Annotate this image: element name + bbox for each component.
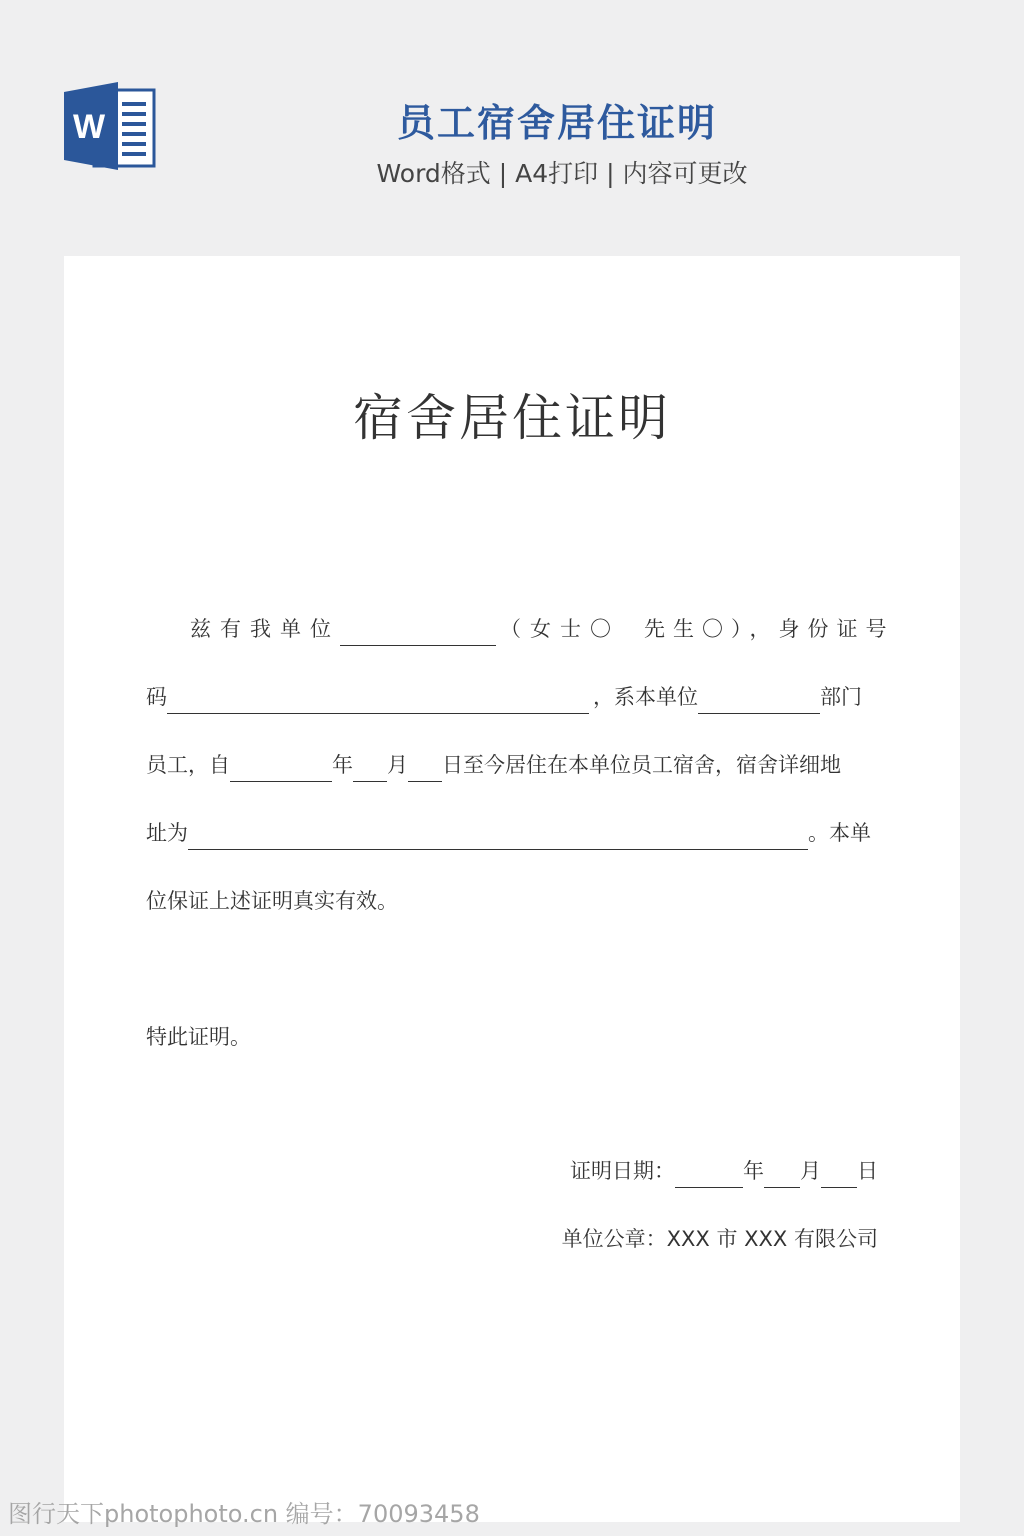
line4-text-b: 。本单 <box>808 821 871 845</box>
from-year-blank <box>230 755 332 782</box>
document-page <box>64 256 960 1522</box>
line2-text-c: 部门 <box>820 685 862 709</box>
line2-text-a: 码 <box>146 685 167 709</box>
document-title: 宿舍居住证明 <box>353 389 671 447</box>
line1-text-a: 兹有我单位 <box>190 617 340 641</box>
line1-text-b: （女士〇 <box>500 617 620 641</box>
line2-text-b: ，系本单位 <box>593 685 698 709</box>
company-seal-line: 单位公章：XXX 市 XXX 有限公司 <box>561 1227 878 1251</box>
employee-name-blank <box>340 619 496 646</box>
watermark-text: 图行天下photophoto.cn 编号：70093458 <box>8 1500 480 1528</box>
address-blank <box>188 823 808 850</box>
line4-text-a: 址为 <box>146 821 188 845</box>
paragraph-line-5: 位保证上述证明真实有效。 <box>146 889 398 913</box>
line3-text-a: 员工，自 <box>146 753 230 777</box>
paragraph-line-1 <box>146 612 895 646</box>
closing-text: 特此证明。 <box>146 1025 251 1049</box>
line3-text-d: 日至今居住在本单位员工宿舍，宿舍详细地 <box>442 753 841 777</box>
date-month-blank <box>764 1161 800 1188</box>
date-day-text: 日 <box>857 1159 878 1183</box>
certificate-date-line <box>570 1154 878 1188</box>
date-day-blank <box>821 1161 857 1188</box>
date-year-text: 年 <box>743 1159 764 1183</box>
word-logo-letter: W <box>72 108 106 146</box>
date-month-text: 月 <box>800 1159 821 1183</box>
line1-text-c: 先生〇），身份证号 <box>644 617 895 641</box>
line3-text-b: 年 <box>332 753 353 777</box>
from-month-blank <box>353 755 387 782</box>
line3-text-c: 月 <box>387 753 408 777</box>
date-year-blank <box>675 1161 743 1188</box>
paragraph-line-4 <box>146 816 878 850</box>
paragraph-line-2 <box>146 680 878 714</box>
id-number-blank <box>167 687 589 714</box>
department-blank <box>698 687 820 714</box>
from-day-blank <box>408 755 442 782</box>
page-header-subtitle: Word格式 | A4打印 | 内容可更改 <box>376 159 748 188</box>
word-logo-icon <box>64 82 156 170</box>
page-header-title: 员工宿舍居住证明 <box>396 101 717 145</box>
paragraph-line-3 <box>146 748 878 782</box>
date-label: 证明日期： <box>570 1159 675 1183</box>
